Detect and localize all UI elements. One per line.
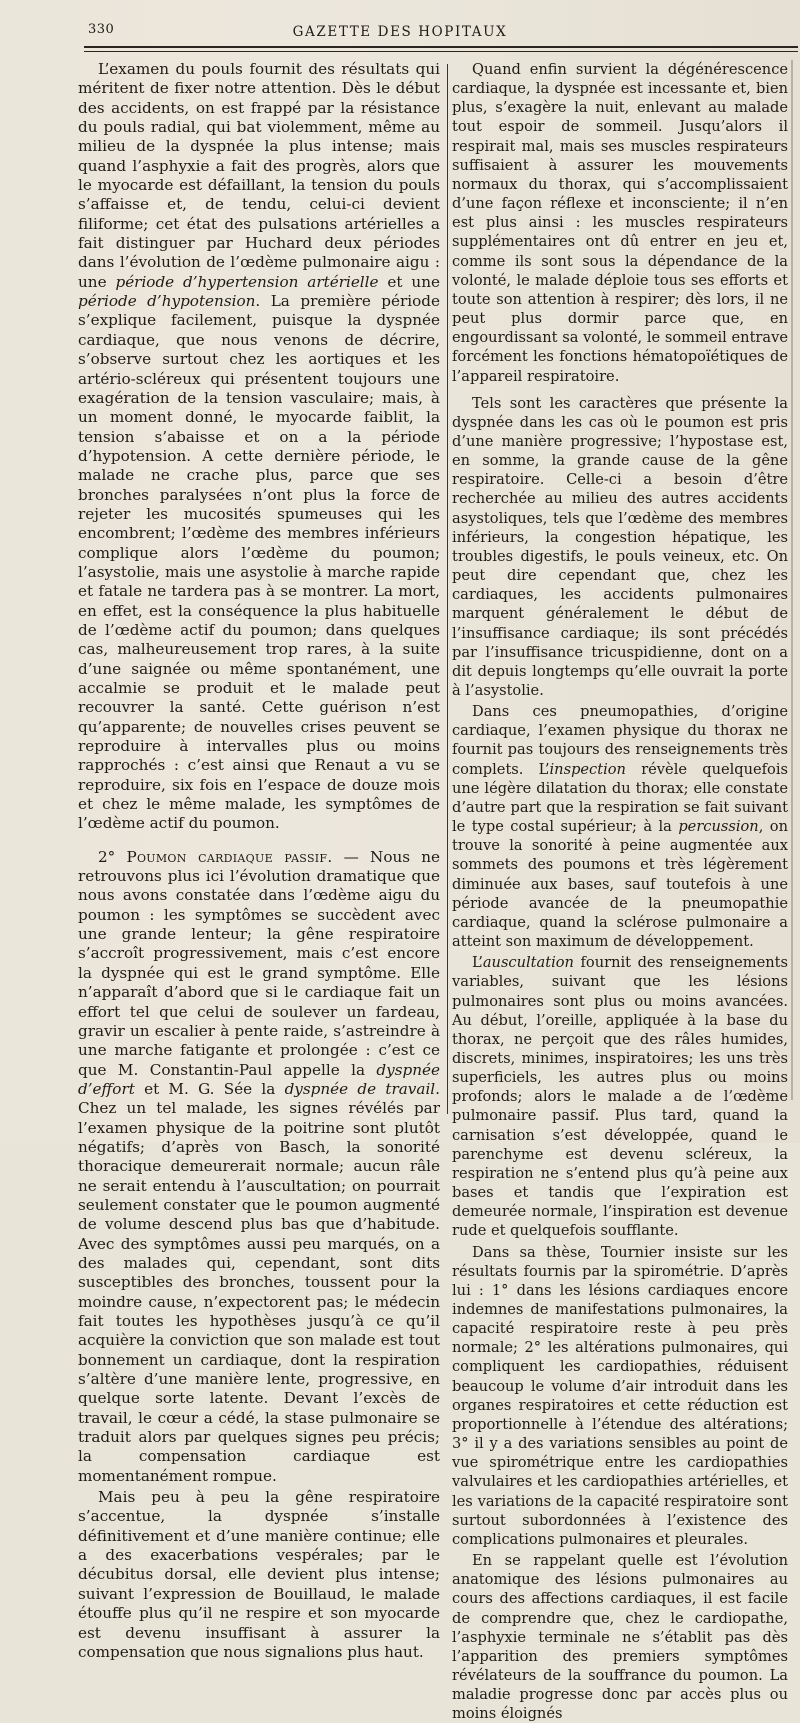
italic-term: dyspnée d’effort <box>78 1060 440 1098</box>
paragraph-auscultation <box>452 953 788 1240</box>
italic-term: dyspnée de travail <box>284 1079 436 1098</box>
right-column <box>452 60 788 1723</box>
paragraph-degenerescence: Quand enfin survient la dégénérescence cardiaque, la dyspnée est incessante et, bien plus, s’exagère la nuit, enlevant au malade tout espoir de sommeil. Jusqu’alors il respirait mal, mais ses muscles respirateurs suffisaient à assurer les mouvements normaux du thorax, qui s’accomplissaient d’une façon réflexe et inconsciente; il n’en est plus ainsi : les muscles respirateurs supplémentaires ont dû entrer en jeu et, comme ils sont sous la dépendance de la volonté, le malade déploie tous ses efforts et toute son attention à respirer; dès lors, il ne peut plus dormir parce que, en engourdissant sa volonté, le sommeil entrave forcément les fonctions hématopoïétiques de l’appareil respiratoire. <box>452 61 788 385</box>
text-run: Dans ces pneumopathies, d’origine cardiaque, l’examen physique du thorax ne fournit pas toujours des renseignements très complets. L’ <box>452 703 788 778</box>
paragraph-examen-physique <box>452 702 788 951</box>
left-column <box>78 60 440 1662</box>
page-header <box>0 20 800 44</box>
text-run: et M. G. Sée la <box>134 1079 285 1098</box>
italic-term: période d’hypotension <box>78 292 256 311</box>
text-run: révèle quelquefois une légère dilatation du thorax; elle constate d’autre part que la respiration se fait suivant le type costal supérieur; à la <box>452 760 789 836</box>
running-title: GAZETTE DES HOPITAUX <box>292 24 508 40</box>
page-number: 330 <box>88 22 115 37</box>
paragraph-gene-respiratoire: Mais peu à peu la gêne respiratoire s’accentue, la dyspnée s’installe définitivement et d’une manière continue; elle a des exacerbations vespérales; par le décubitus dorsal, elle devient plus intense; suivant l’expression de Bouillaud, le malade étouffe plus qu’il ne respire et son myocarde est devenu insuffisant à assurer la compensation que nous signalions plus haut. <box>78 1488 440 1661</box>
italic-term: auscultation <box>482 954 574 972</box>
italic-term: percussion <box>678 818 759 836</box>
column-divider <box>447 64 448 1114</box>
text-run: L’examen du pouls fournit des résultats qui méritent de fixer notre attention. Dès le début des accidents, on est frappé par la résistance du pouls radial, qui bat violemment, même au milieu de la dyspnée la plus intense; mais quand l’asphyxie a fait des progrès, alors que le myocarde est défaillant, la tension du pouls s’affaisse et, de tendu, celui-ci devient filiforme; cet état des pulsations artérielles a fait distinguer par Huchard deux périodes dans l’évolution de l’œdème pulmonaire aigu : une <box>78 60 440 291</box>
text-run: . Chez un tel malade, les signes révélés par l’examen physique de la poitrine sont plutôt négatifs; d’après von Basch, la sonorité thoracique demeurerait normale; aucun râle ne serait entendu à l’auscultation; on pourrait seulement constater que le poumon augmenté de volume descend plus bas que d’habitude. Avec des symptômes aussi peu marqués, on a des malades qui, cependant, sont dits susceptibles des bronches, toussent pour la moindre cause, n’expectorent pas; le médecin fait toutes les hypothèses jusqu’à ce qu’il acquière la conviction que son malade est tout bonnement un cardiaque, dont la respiration s’altère d’une manière lente, progressive, en quelque sorte latente. Devant l’excès de travail, le cœur a cédé, la stase pulmonaire se traduit alors par quelques signes peu précis; la compensation cardiaque est momentanément rompue. <box>78 1079 440 1485</box>
section-heading: Poumon cardiaque passif. <box>126 847 333 866</box>
text-run: L’ <box>472 954 483 972</box>
text-run: et une <box>378 272 440 291</box>
italic-term: inspection <box>549 760 626 778</box>
page-edge-shadow <box>791 60 793 1100</box>
paragraph-evolution: En se rappelant quelle est l’évolution anatomique des lésions pulmonaires au cours des affections cardiaques, il est facile de comprendre que, chez le cardiopathe, l’asphyxie terminale ne s’établit pas dès l’apparition des premiers symptômes révélateurs de la souffrance du poumon. La maladie progresse donc par accès plus ou moins éloignés <box>452 1552 788 1723</box>
header-rule-thin <box>84 51 798 52</box>
text-run: fournit des renseignements variables, suivant que les lésions pulmonaires sont plus ou moins avancées. Au début, l’oreille, appliquée à la base du thorax, ne perçoit que des râles humides, discrets, minimes, inspiratoires; les uns très superficiels, les autres plus ou moins profonds; alors le malade a de l’œdème pulmonaire passif. Plus tard, quand la carnisation s’est développée, quand le parenchyme est devenu scléreux, la respiration ne s’entend plus qu’à peine aux bases et tandis que l’expiration est demeurée normale, l’inspiration est devenue rude et quelquefois soufflante. <box>452 954 788 1240</box>
text-run: — Nous ne retrouvons plus ici l’évolution dramatique que nous avons constatée dans l’œdème aigu du poumon : les symptômes se succèdent avec une grande lenteur; la gêne respiratoire s’accroît progressivement, mais c’est encore la dyspnée qui est le grand symptôme. Elle n’apparaît d’abord que si le cardiaque fait un effort tel que celui de soulever un fardeau, gravir un escalier à pente raide, s’astreindre à une marche fatigante et prolongée : c’est ce que M. Constantin-Paul appelle la <box>78 847 440 1079</box>
section-number: 2° <box>98 847 127 866</box>
paragraph-pouls <box>78 60 440 834</box>
paragraph-caracteres: Tels sont les caractères que présente la dyspnée dans les cas où le poumon est pris d’une manière progressive; l’hypostase est, en somme, la grande cause de la gêne respiratoire. Celle-ci a besoin d’être recherchée au milieu des autres accidents asystoliques, tels que l’œdème des membres inférieurs, la congestion hépatique, les troubles digestifs, le pouls veineux, etc. On peut dire cependant que, chez les cardiaques, les accidents pulmonaires marquent généralement le début de l’insuffisance cardiaque; ils sont précédés par l’insuffisance tricuspidienne, dont on a dit depuis longtemps qu’elle ouvrait la porte à l’asystolie. <box>452 394 788 699</box>
header-rule-thick <box>84 46 798 48</box>
text-run: , on trouve la sonorité à peine augmentée aux sommets des poumons et très légèrement diminuée aux bases, sauf toutefois à une période avancée de la pneumopathie cardiaque, quand la sclérose pulmonaire a atteint son maximum de développement. <box>452 818 788 951</box>
paragraph-spirometrie: Dans sa thèse, Tournier insiste sur les résultats fournis par la spirométrie. D’après lui : 1° dans les lésions cardiaques encore indemnes de manifestations pulmonaires, la capacité respiratoire reste à peu près normale; 2° les altérations pulmonaires, qui compliquent les cardiopathies, réduisent beaucoup le volume d’air introduit dans les organes respiratoires et cette réduction est proportionnelle à l’étendue des altérations; 3° il y a des variations sensibles au point de vue spirométrique entre les cardiopathies valvulaires et les cardiopathies artérielles, et les variations de la capacité respiratoire sont surtout subordonnées à l’existence des complications pulmonaires et pleurales. <box>452 1243 788 1548</box>
text-run: . La première période s’explique facilement, puisque la dyspnée cardiaque, que nous venons de décrire, s’observe surtout chez les aortiques et les artério-scléreux qui présentent toujours une exagération de la tension vasculaire; mais, à un moment donné, le myocarde faiblit, la tension s’abaisse et on a la période d’hypotension. A cette dernière période, le malade ne crache plus, parce que ses bronches paralysées n’ont plus la force de rejeter les mucosités spumeuses qui les encombrent; l’œdème des membres inférieurs complique alors l’œdème du poumon; l’asystolie, mais une asystolie à marche rapide et fatale ne tardera pas à se montrer. La mort, en effet, est la conséquence la plus habituelle de l’œdème actif du poumon; dans quelques cas, malheureusement trop rares, à la suite d’une saignée ou même spontanément, une accalmie se produit et le malade peut recouvrer la santé. Cette guérison n’est qu’apparente; de nouvelles crises peuvent se reproduire à intervalles plus ou moins rapprochés : c’est ainsi que Renaut a vu se reproduire, six fois en l’espace de douze mois et chez le même malade, les symptômes de l’œdème actif du poumon. <box>78 292 440 833</box>
italic-term: période d’hypertension artérielle <box>115 272 379 291</box>
paragraph-poumon-passif <box>78 848 440 1486</box>
